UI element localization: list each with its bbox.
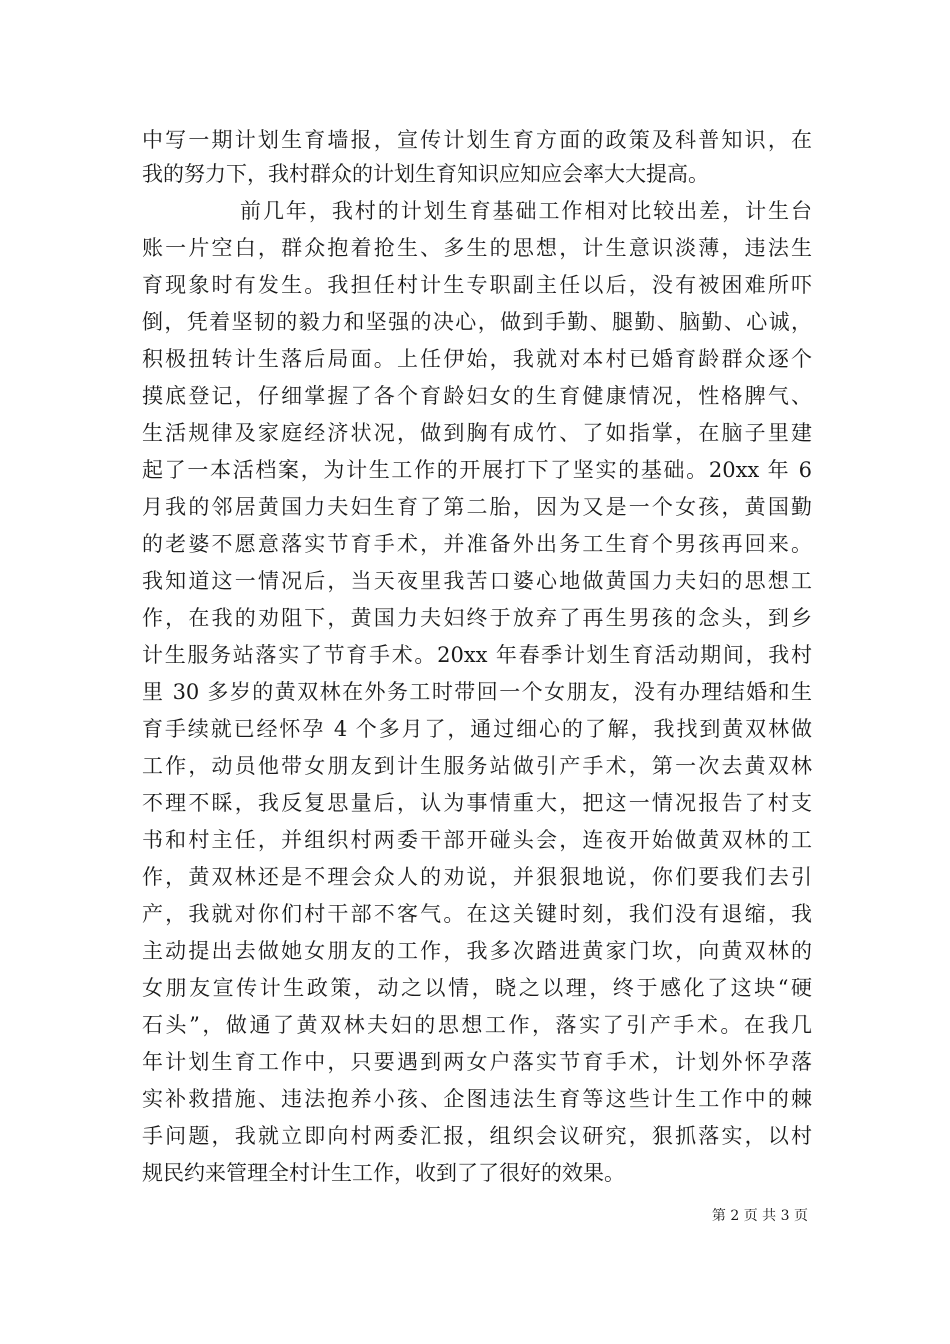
text-line: 月我的邻居黄国力夫妇生育了第二胎，因为又是一个女孩，黄国勤 xyxy=(142,495,812,519)
text-line: 积极扭转计生落后局面。上任伊始，我就对本村已婚育龄群众逐个 xyxy=(142,347,812,371)
text-line: 年计划生育工作中，只要遇到两女户落实节育手术，计划外怀孕落 xyxy=(142,1050,812,1074)
text-line: 规民约来管理全村计生工作，收到了了很好的效果。 xyxy=(142,1161,625,1185)
text-line: 手问题，我就立即向村两委汇报，组织会议研究，狠抓落实，以村 xyxy=(142,1124,812,1148)
text-line: 中写一期计划生育墙报，宣传计划生育方面的政策及科普知识，在 xyxy=(142,128,812,152)
text-line: 我知道这一情况后，当天夜里我苦口婆心地做黄国力夫妇的思想工 xyxy=(142,569,812,593)
text-line: 工作，动员他带女朋友到计生服务站做引产手术，第一次去黄双林 xyxy=(142,754,812,778)
text-line: 里 30 多岁的黄双林在外务工时带回一个女朋友，没有办理结婚和生 xyxy=(142,680,812,704)
text-line: 摸底登记，仔细掌握了各个育龄妇女的生育健康情况，性格脾气、 xyxy=(142,384,812,408)
text-line: 育现象时有发生。我担任村计生专职副主任以后，没有被困难所吓 xyxy=(142,273,812,297)
text-line: 石头”，做通了黄双林夫妇的思想工作，落实了引产手术。在我几 xyxy=(142,1013,812,1037)
text-line: 书和村主任，并组织村两委干部开碰头会，连夜开始做黄双林的工 xyxy=(142,828,812,852)
paragraph-start-line: 前几年，我村的计划生育基础工作相对比较出差，计生台 xyxy=(240,199,812,223)
text-line: 起了一本活档案，为计生工作的开展打下了坚实的基础。20xx 年 6 xyxy=(142,458,812,482)
text-line: 生活规律及家庭经济状况，做到胸有成竹、了如指掌，在脑子里建 xyxy=(142,421,812,445)
text-line: 不理不睬，我反复思量后，认为事情重大，把这一情况报告了村支 xyxy=(142,791,812,815)
text-line: 倒，凭着坚韧的毅力和坚强的决心，做到手勤、腿勤、脑勤、心诚， xyxy=(142,310,812,334)
text-line: 的老婆不愿意落实节育手术，并准备外出务工生育个男孩再回来。 xyxy=(142,532,812,556)
text-line: 实补救措施、违法抱养小孩、企图违法生育等这些计生工作中的棘 xyxy=(142,1087,812,1111)
text-line: 作，在我的劝阻下，黄国力夫妇终于放弃了再生男孩的念头，到乡 xyxy=(142,606,812,630)
page-number-footer: 第 2 页 共 3 页 xyxy=(711,1208,808,1224)
text-line: 计生服务站落实了节育手术。20xx 年春季计划生育活动期间，我村 xyxy=(142,643,812,667)
text-line: 产，我就对你们村干部不客气。在这关键时刻，我们没有退缩，我 xyxy=(142,902,812,926)
text-line: 女朋友宣传计生政策，动之以情，晓之以理，终于感化了这块“硬 xyxy=(142,976,812,1000)
text-line: 作，黄双林还是不理会众人的劝说，并狠狠地说，你们要我们去引 xyxy=(142,865,812,889)
text-line: 主动提出去做她女朋友的工作，我多次踏进黄家门坎，向黄双林的 xyxy=(142,939,812,963)
text-line: 账一片空白，群众抱着抢生、多生的思想，计生意识淡薄，违法生 xyxy=(142,236,812,260)
text-line: 育手续就已经怀孕 4 个多月了，通过细心的了解，我找到黄双林做 xyxy=(142,717,812,741)
text-line: 我的努力下，我村群众的计划生育知识应知应会率大大提高。 xyxy=(142,162,709,186)
